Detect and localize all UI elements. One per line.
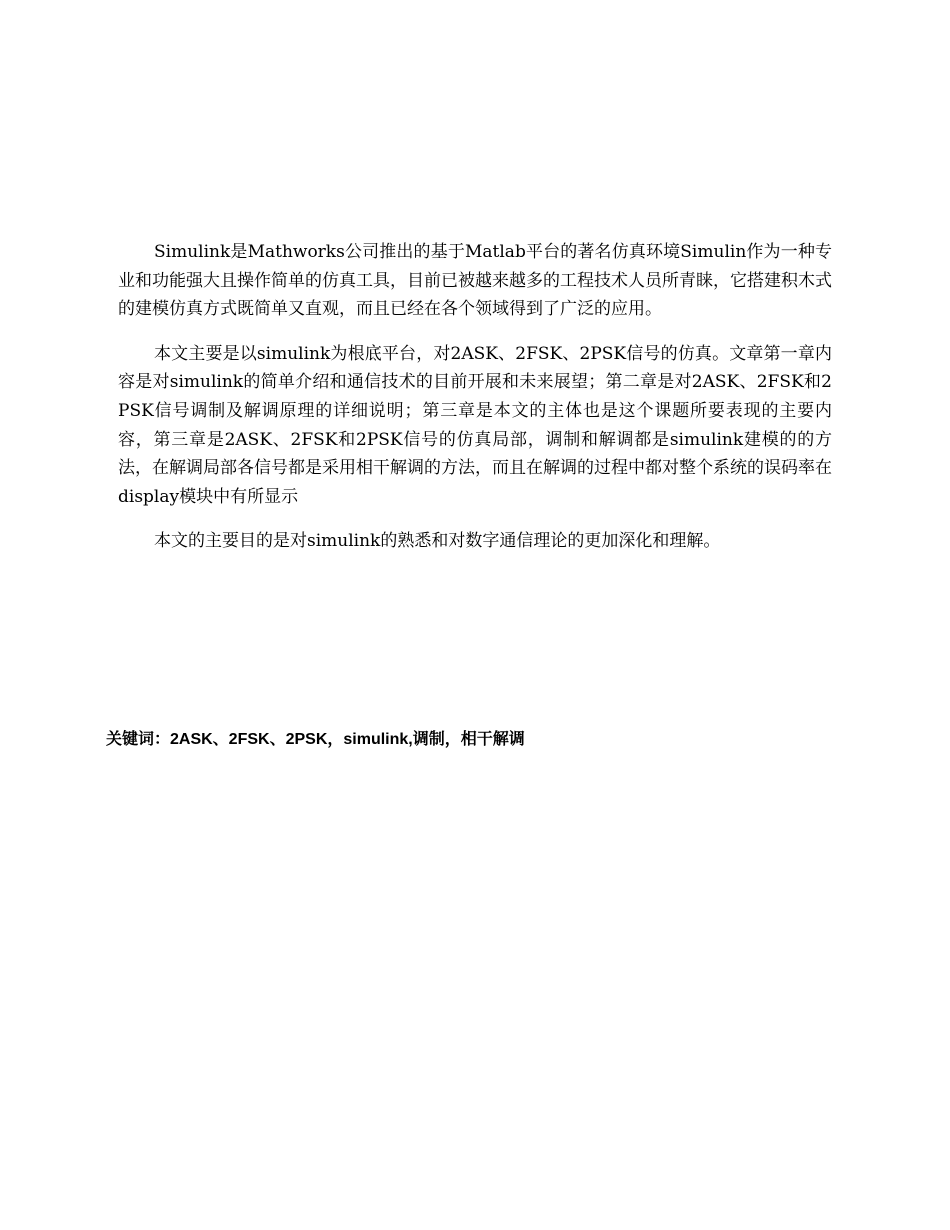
abstract-paragraph-3: 本文的主要目的是对simulink的熟悉和对数字通信理论的更加深化和理解。 — [154, 531, 721, 552]
abstract-paragraph-2: 本文主要是以simulink为根底平台，对2ASK、2FSK、2PSK信号的仿真。文章第一章内容是对simulink的简单介绍和通信技术的目前开展和未来展望；第二章是对2ASK、2FSK和2PSK信号调制及解调原理的详细说明；第三章是本文的主体也是这个课题所要表现的主要内容，第三章是2ASK、2FSK和2PSK信号的仿真局部，调制和解调都是simulink建模的的方法，在解调局部各信号都是采用相干解调的方法，而且在解调的过程中都对整个系统的误码率在display模块中有所显示 — [118, 343, 832, 507]
keywords-line: 关键词：2ASK、2FSK、2PSK，simulink,调制，相干解调 — [106, 731, 525, 748]
abstract-paragraph-1: Simulink是Mathworks公司推出的基于Matlab平台的著名仿真环境Simulin作为一种专业和功能强大且操作简单的仿真工具，目前已被越来越多的工程技术人员所青睐，它搭建积木式的建模仿真方式既简单又直观，而且已经在各个领域得到了广泛的应用。 — [118, 242, 832, 320]
abstract-body — [118, 238, 832, 572]
